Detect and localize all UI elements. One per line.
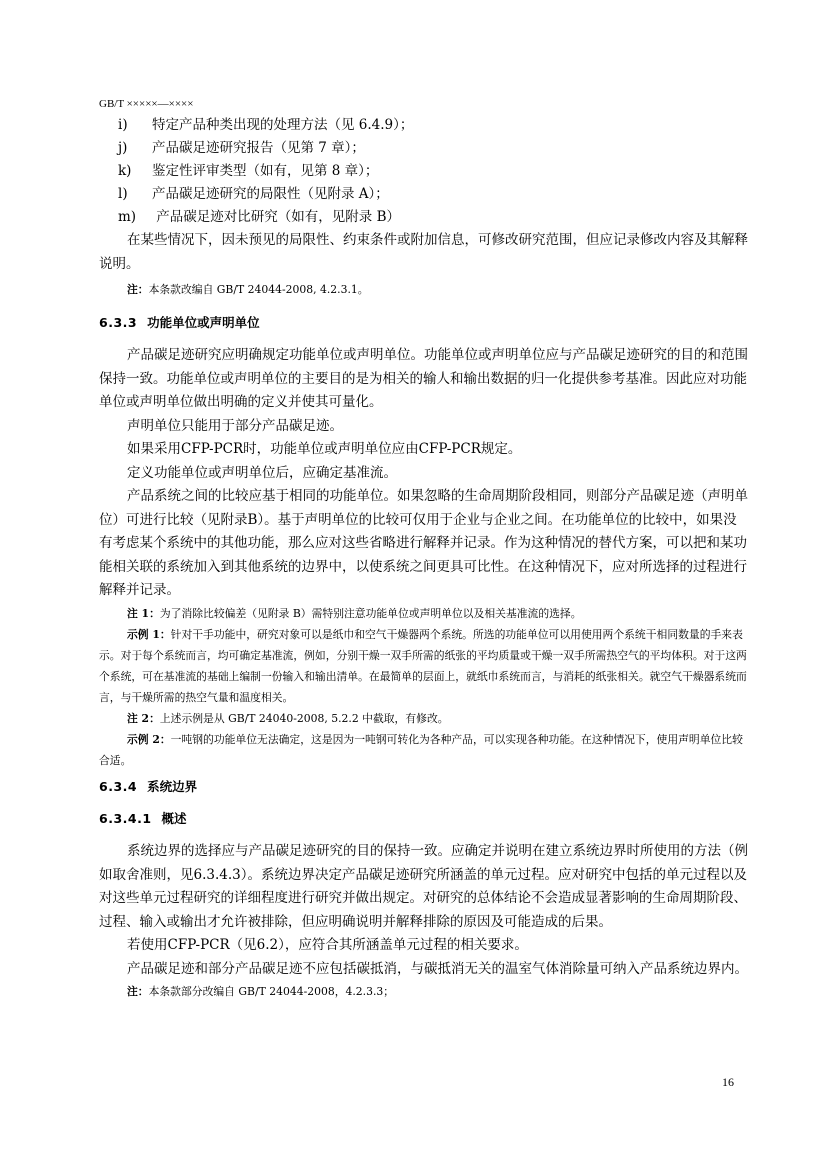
paragraph: 在某些情况下，因未预见的局限性、约束条件或附加信息，可修改研究范围，但应记录修改内容及其解释说明。 bbox=[99, 232, 748, 272]
note-label: 注： bbox=[127, 283, 149, 296]
example-text: 一吨钢的功能单位无法确定，这是因为一吨钢可转化为各种产品，可以实现各种功能。在这种情况下，使用声明单位比较合适。 bbox=[99, 732, 743, 767]
section-number: 6.3.4 bbox=[99, 779, 138, 794]
section-title: 概述 bbox=[161, 811, 187, 826]
scope-block bbox=[99, 229, 749, 300]
paragraph: 产品碳足迹和部分产品碳足迹不应包括碳抵消，与碳抵消无关的温室气体消除量可纳入产品系统边界内。 bbox=[127, 960, 748, 977]
list-text: 产品碳足迹对比研究（如有，见附录 B） bbox=[152, 209, 401, 225]
list-item bbox=[99, 114, 739, 137]
list-text: 鉴定性评审类型（如有，见第 8 章）； bbox=[152, 163, 379, 179]
paragraph: 定义功能单位或声明单位后，应确定基准流。 bbox=[127, 464, 397, 481]
note bbox=[99, 279, 749, 300]
list-item bbox=[99, 183, 739, 206]
note bbox=[99, 603, 749, 624]
paragraph: 产品系统之间的比较应基于相同的功能单位。如果忽略的生命周期阶段相同，则部分产品碳足迹（声明单位）可进行比较（见附录B）。基于声明单位的比较可仅用于企业与企业之间。在功能单位的比较中，如果没有考虑某个系统中的其他功能，那么应对这些省略进行解释并记录。作为这种情况的替代方案，可以把和某功能相关联的系统加入到其他系统的边界中，以使系统之间更具可比性。在这种情况下，应对所选择的过程进行解释并记录。 bbox=[99, 488, 748, 598]
note bbox=[99, 708, 749, 729]
section-6-3-3 bbox=[99, 311, 749, 771]
section-number: 6.3.4.1 bbox=[99, 811, 152, 826]
example bbox=[99, 624, 749, 708]
list-marker: l) bbox=[118, 186, 128, 202]
subsection-heading bbox=[99, 807, 749, 831]
scope-list bbox=[99, 114, 739, 229]
note-label: 注 2： bbox=[127, 711, 160, 725]
list-marker: i) bbox=[118, 117, 128, 133]
list-marker: k) bbox=[118, 163, 132, 179]
section-title: 系统边界 bbox=[147, 779, 198, 794]
paragraph: 若使用CFP-PCR（见6.2），应符合其所涵盖单元过程的相关要求。 bbox=[127, 937, 528, 953]
note-label: 注 1： bbox=[127, 606, 160, 620]
section-6-3-4 bbox=[99, 775, 749, 1002]
section-heading bbox=[99, 775, 749, 799]
example-label: 示例 1： bbox=[127, 627, 171, 641]
section-title: 功能单位或声明单位 bbox=[147, 315, 260, 330]
note-label: 注： bbox=[127, 985, 149, 998]
list-item bbox=[99, 137, 739, 160]
example-text: 针对干手功能中，研究对象可以是纸巾和空气干燥器两个系统。所选的功能单位可以用使用两个系统干相同数量的手来表示。对于每个系统而言，均可确定基准流，例如，分别干燥一双手所需的纸张的平均质量或干燥一双手所需热空气的平均体积。对于这两个系统，可在基准流的基础上编制一份输入和输出清单。在最简单的层面上，就纸巾系统而言，与消耗的纸张相关。就空气干燥器系统而言，与干燥所需的热空气量和温度相关。 bbox=[99, 627, 747, 704]
note-text: 上述示例是从 GB/T 24040-2008, 5.2.2 中截取，有修改。 bbox=[159, 711, 449, 725]
note-text: 本条款改编自 GB/T 24044-2008, 4.2.3.1。 bbox=[148, 283, 369, 296]
note bbox=[99, 981, 749, 1002]
note-text: 本条款部分改编自 GB/T 24044-2008，4.2.3.3； bbox=[148, 985, 395, 998]
example-label: 示例 2： bbox=[127, 732, 171, 746]
list-marker: m) bbox=[118, 209, 137, 225]
paragraph: 产品碳足迹研究应明确规定功能单位或声明单位。功能单位或声明单位应与产品碳足迹研究的目的和范围保持一致。功能单位或声明单位的主要目的是为相关的输人和输出数据的归一化提供参考基准。因此应对功能单位或声明单位做出明确的定义并使其可量化。 bbox=[99, 347, 748, 410]
paragraph: 如果采用CFP-PCR时，功能单位或声明单位应由CFP-PCR规定。 bbox=[127, 441, 522, 457]
list-item bbox=[99, 206, 739, 229]
section-heading bbox=[99, 311, 749, 335]
example bbox=[99, 729, 749, 771]
page-number: 16 bbox=[722, 1075, 734, 1089]
list-text: 特定产品种类出现的处理方法（见 6.4.9）； bbox=[152, 117, 414, 133]
list-marker: j) bbox=[118, 140, 128, 156]
paragraph: 系统边界的选择应与产品碳足迹研究的目的保持一致。应确定并说明在建立系统边界时所使用的方法（例如取舍准则，见6.3.4.3）。系统边界决定产品碳足迹研究所涵盖的单元过程。应对研究中包括的单元过程以及对这些单元过程研究的详细程度进行研究并做出规定。对研究的总体结论不会造成显著影响的生命周期阶段、过程、输入或输出才允许被排除，但应明确说明并解释排除的原因及可能造成的后果。 bbox=[99, 843, 748, 930]
paragraph: 声明单位只能用于部分产品碳足迹。 bbox=[127, 417, 343, 434]
list-text: 产品碳足迹研究的局限性（见附录 A）； bbox=[152, 186, 389, 202]
list-text: 产品碳足迹研究报告（见第 7 章）； bbox=[152, 140, 365, 156]
list-item bbox=[99, 160, 739, 183]
standard-header: GB/T ×××××—×××× bbox=[99, 98, 194, 110]
section-number: 6.3.3 bbox=[99, 315, 138, 330]
note-text: 为了消除比较偏差（见附录 B）需特别注意功能单位或声明单位以及相关基准流的选择。 bbox=[159, 606, 582, 620]
